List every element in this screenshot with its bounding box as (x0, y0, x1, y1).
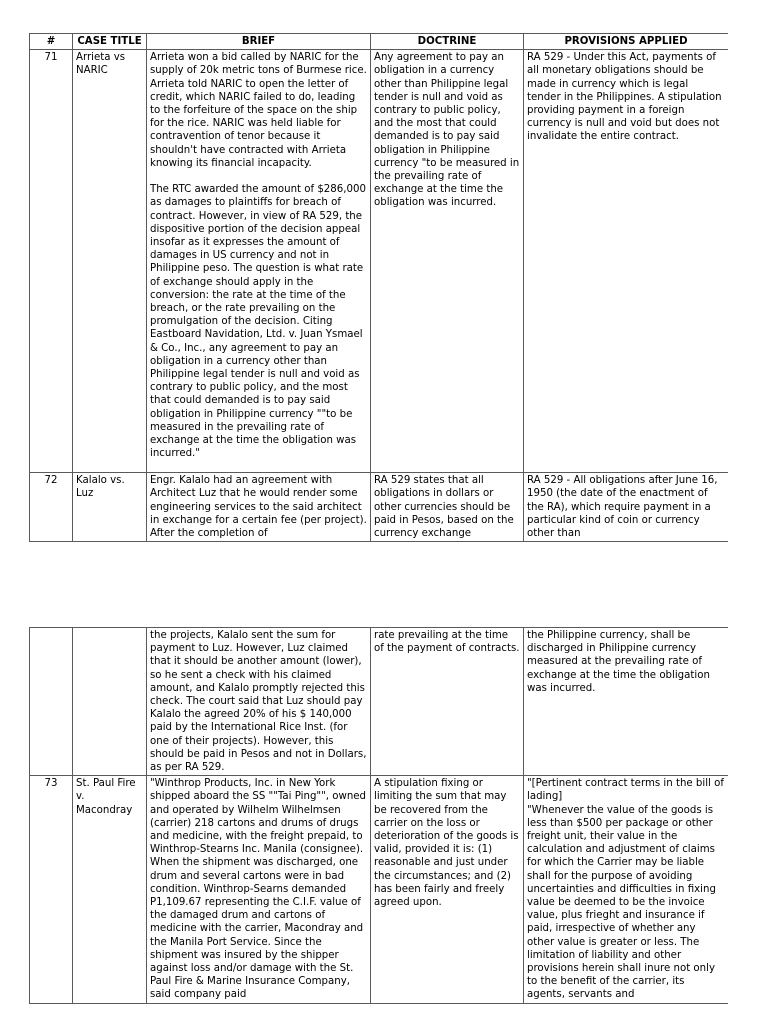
case-doctrine: RA 529 states that all obligations in dollars or other currencies should be paid in Pesos, based on the currency exchange (371, 473, 524, 542)
case-brief: Engr. Kalalo had an agreement with Architect Luz that he would render some engineering services to the said architect in exchange for a certain fee (per project). After the completion of (147, 473, 371, 542)
case-doctrine: A stipulation fixing or limiting the sum that may be recovered from the carrier on the loss or deterioration of the goods is valid, provided it is: (1) reasonable and just under the circumstances; and (2) has been fairly and freely agreed upon. (371, 776, 524, 1003)
case-title: St. Paul Fire v. Macondray (73, 776, 147, 1003)
case-provisions: RA 529 - Under this Act, payments of all monetary obligations should be made in currency which is legal tender in the Philippines. A stipulation providing payment in a foreign currency is null and void but does not invalidate the entire contract. (524, 50, 729, 473)
page-2-table-fragment (29, 627, 728, 1024)
table-header-row (30, 34, 729, 50)
page-1-table-fragment (29, 33, 728, 551)
table-row (30, 776, 729, 1003)
case-brief: the projects, Kalalo sent the sum for payment to Luz. However, Luz claimed that it should be another amount (lower), so he sent a check with his claimed amount, and Kalalo promptly rejected this check. The court said that Luz should pay Kalalo the agreed 20% of his $ 140,000 paid by the International Rice Inst. (for one of their projects). However, this should be paid in Pesos and not in Dollars, as per RA 529. (147, 628, 371, 776)
case-number: 73 (30, 776, 73, 1003)
case-brief: "Winthrop Products, Inc. in New York shipped aboard the SS ""Tai Ping"", owned and operated by Wilhelm Wilhelmsen (carrier) 218 cartons and drums of drugs and medicine, with the freight prepaid, to Winthrop-Stearns Inc. Manila (consignee). When the shipment was discharged, one drum and several cartons were in bad condition. Winthrop-Searns demanded P1,109.67 representing the C.I.F. value of the damaged drum and cartons of medicine with the carrier, Macondray and the Manila Port Service. Since the shipment was insured by the shipper against loss and/or damage with the St. Paul Fire & Marine Insurance Company, said company paid (147, 776, 371, 1003)
header-provisions-applied: PROVISIONS APPLIED (524, 34, 729, 50)
header-doctrine: DOCTRINE (371, 34, 524, 50)
case-number: 72 (30, 473, 73, 542)
table-row (30, 628, 729, 776)
table-row (30, 50, 729, 473)
case-doctrine: rate prevailing at the time of the payment of contracts. (371, 628, 524, 776)
case-digest-table-page-1 (29, 33, 728, 542)
header-brief: BRIEF (147, 34, 371, 50)
case-provisions: RA 529 - All obligations after June 16, 1950 (the date of the enactment of the RA), which require payment in a particular kind of coin or currency other than (524, 473, 729, 542)
case-title: Arrieta vs NARIC (73, 50, 147, 473)
case-number: 71 (30, 50, 73, 473)
case-brief: Arrieta won a bid called by NARIC for the supply of 20k metric tons of Burmese rice. Arrieta told NARIC to open the letter of credit, which NARIC failed to do, leading to the forfeiture of the space on the ship for the rice. NARIC was held liable for contravention of tenor because it shouldn't have contracted with Arrieta knowing its financial incapacity. The RTC awarded the amount of $286,000 as damages to plaintiffs for breach of contract. However, in view of RA 529, the dispositive portion of the decision appeal insofar as it expresses the amount of damages in US currency and not in Philippine peso. The question is what rate of exchange should apply in the conversion: the rate at the time of the breach, or the rate prevailing on the promulgation of the decision. Citing Eastboard Navidation, Ltd. v. Juan Ysmael & Co., Inc., any agreement to pay an obligation in a currency other than Philippine legal tender is null and void as contrary to public policy, and the most that could demanded is to pay said obligation in Philippine currency ""to be measured in the prevailing rate of exchange at the time the obligation was incurred." (147, 50, 371, 473)
case-provisions: the Philippine currency, shall be discharged in Philippine currency measured at the prevailing rate of exchange at the time the obligation was incurred. (524, 628, 729, 776)
case-number (30, 628, 73, 776)
case-doctrine: Any agreement to pay an obligation in a currency other than Philippine legal tender is null and void as contrary to public policy, and the most that could demanded is to pay said obligation in Philippine currency "to be measured in the prevailing rate of exchange at the time the obligation was incurred. (371, 50, 524, 473)
header-number: # (30, 34, 73, 50)
case-title: Kalalo vs. Luz (73, 473, 147, 542)
case-provisions: "[Pertinent contract terms in the bill of lading] "Whenever the value of the goods is less than $500 per package or other freight unit, their value in the calculation and adjustment of claims for which the Carrier may be liable shall for the purpose of avoiding uncertainties and difficulties in fixing value be deemed to be the invoice value, plus frieght and insurance if paid, irrespective of whether any other value is greater or less. The limitation of liability and other provisions herein shall inure not only to the benefit of the carrier, its agents, servants and (524, 776, 729, 1003)
table-row (30, 473, 729, 542)
case-title (73, 628, 147, 776)
case-digest-table-page-2 (29, 627, 728, 1004)
header-case-title: CASE TITLE (73, 34, 147, 50)
